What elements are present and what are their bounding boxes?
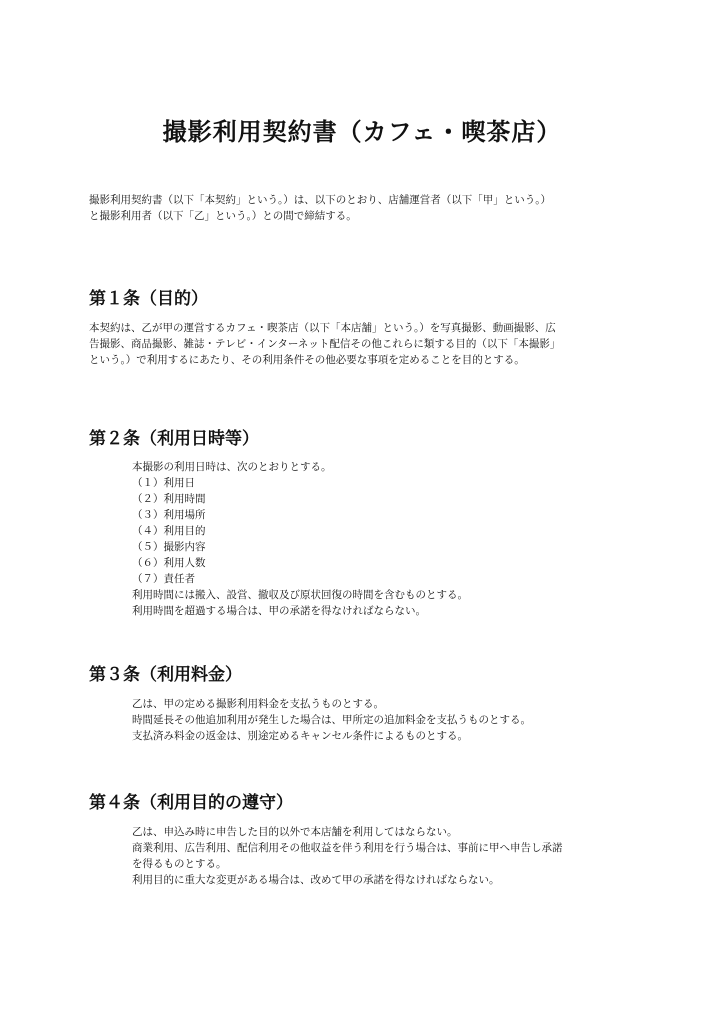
article-4-heading: 第４条（利用目的の遵守） [89, 793, 293, 813]
article-2-list-item: （３）利用場所 [132, 509, 206, 521]
article-2-line: 利用時間には搬入、設営、撤収及び原状回復の時間を含むものとする。 [132, 589, 468, 601]
article-2-list-item: （１）利用日 [132, 477, 195, 489]
article-1-line: 本契約は、乙が甲の運営するカフェ・喫茶店（以下「本店舗」という。）を写真撮影、動画撮影、広 [89, 322, 556, 334]
article-3-line: 乙は、甲の定める撮影利用料金を支払うものとする。 [132, 698, 384, 710]
document-title: 撮影利用契約書（カフェ・喫茶店） [162, 118, 562, 146]
article-2-list-item: （６）利用人数 [132, 557, 206, 569]
article-2-list-item: （４）利用目的 [132, 525, 206, 537]
article-4-body [132, 824, 642, 888]
article-2-body [132, 459, 642, 619]
article-3-line: 支払済み料金の返金は、別途定めるキャンセル条件によるものとする。 [132, 730, 468, 742]
article-1-heading: 第１条（目的） [89, 289, 208, 309]
article-1-body [89, 320, 637, 368]
article-4-line: を得るものとする。 [132, 858, 227, 870]
article-3-body [132, 696, 642, 744]
article-2-list-item: （７）責任者 [132, 573, 195, 585]
article-1-line: という。）で利用するにあたり、その利用条件その他必要な事項を定めることを目的とする。 [89, 354, 525, 366]
article-1-line: 告撮影、商品撮影、雑誌・テレビ・インターネット配信その他これらに類する目的（以下「本撮影」 [89, 338, 561, 350]
article-2-heading: 第２条（利用日時等） [89, 429, 259, 449]
preamble-line: 撮影利用契約書（以下「本契約」という。）は、以下のとおり、店舗運営者（以下「甲」という。） [89, 194, 551, 206]
article-4-line: 商業利用、広告利用、配信利用その他収益を伴う利用を行う場合は、事前に甲へ申告し承諾 [132, 842, 563, 854]
article-4-line: 乙は、申込み時に申告した目的以外で本店舗を利用してはならない。 [132, 826, 458, 838]
article-2-list-item: （２）利用時間 [132, 493, 206, 505]
preamble [89, 192, 637, 224]
article-2-line: 利用時間を超過する場合は、甲の承諾を得なければならない。 [132, 605, 426, 617]
article-2-line: 本撮影の利用日時は、次のとおりとする。 [132, 461, 332, 473]
preamble-line: と撮影利用者（以下「乙」という。）との間で締結する。 [89, 210, 357, 222]
article-4-line: 利用目的に重大な変更がある場合は、改めて甲の承諾を得なければならない。 [132, 874, 500, 886]
article-3-heading: 第３条（利用料金） [89, 665, 242, 685]
article-3-line: 時間延長その他追加利用が発生した場合は、甲所定の追加料金を支払うものとする。 [132, 714, 531, 726]
article-2-list-item: （５）撮影内容 [132, 541, 206, 553]
